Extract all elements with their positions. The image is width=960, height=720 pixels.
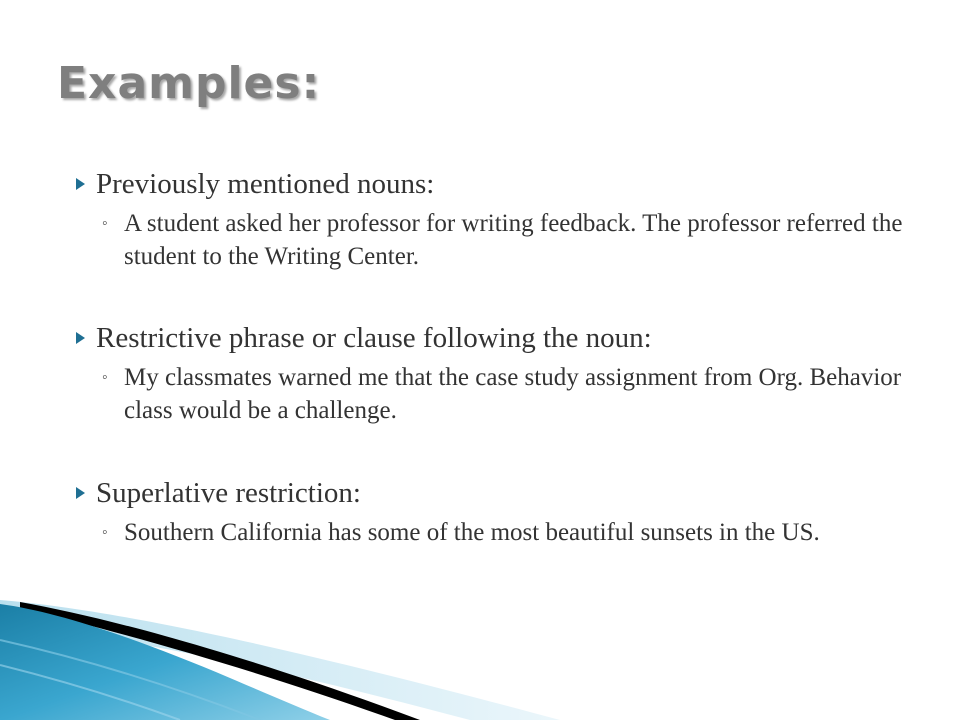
corner-swoosh-decoration (0, 580, 960, 720)
sub-bullet-text: My classmates warned me that the case study assignment from Org. Behavior class would be a challenge. (124, 364, 902, 424)
bullet-text: Superlative restriction: (96, 477, 361, 509)
hollow-circle-icon: ◦ (102, 215, 108, 232)
sub-bullet-text: Southern California has some of the most beautiful sunsets in the US. (124, 519, 820, 546)
bullet-item (74, 164, 914, 204)
hollow-circle-icon: ◦ (102, 524, 108, 541)
slide-title: Examples: (57, 58, 321, 109)
sub-bullet-text: A student asked her professor for writing feedback. The professor referred the student to the Writing Center. (124, 210, 903, 270)
hollow-circle-icon: ◦ (102, 369, 108, 386)
bullet-text: Previously mentioned nouns: (96, 168, 435, 200)
bullet-item (74, 473, 914, 513)
sub-bullet-item (102, 207, 914, 273)
bullet-text: Restrictive phrase or clause following the noun: (96, 322, 652, 354)
sub-bullet-item (102, 516, 914, 549)
right-triangle-icon (74, 164, 88, 204)
right-triangle-icon (74, 473, 88, 513)
bullet-item (74, 318, 914, 358)
bullet-list (74, 164, 914, 549)
right-triangle-icon (74, 318, 88, 358)
sub-bullet-item (102, 361, 914, 427)
